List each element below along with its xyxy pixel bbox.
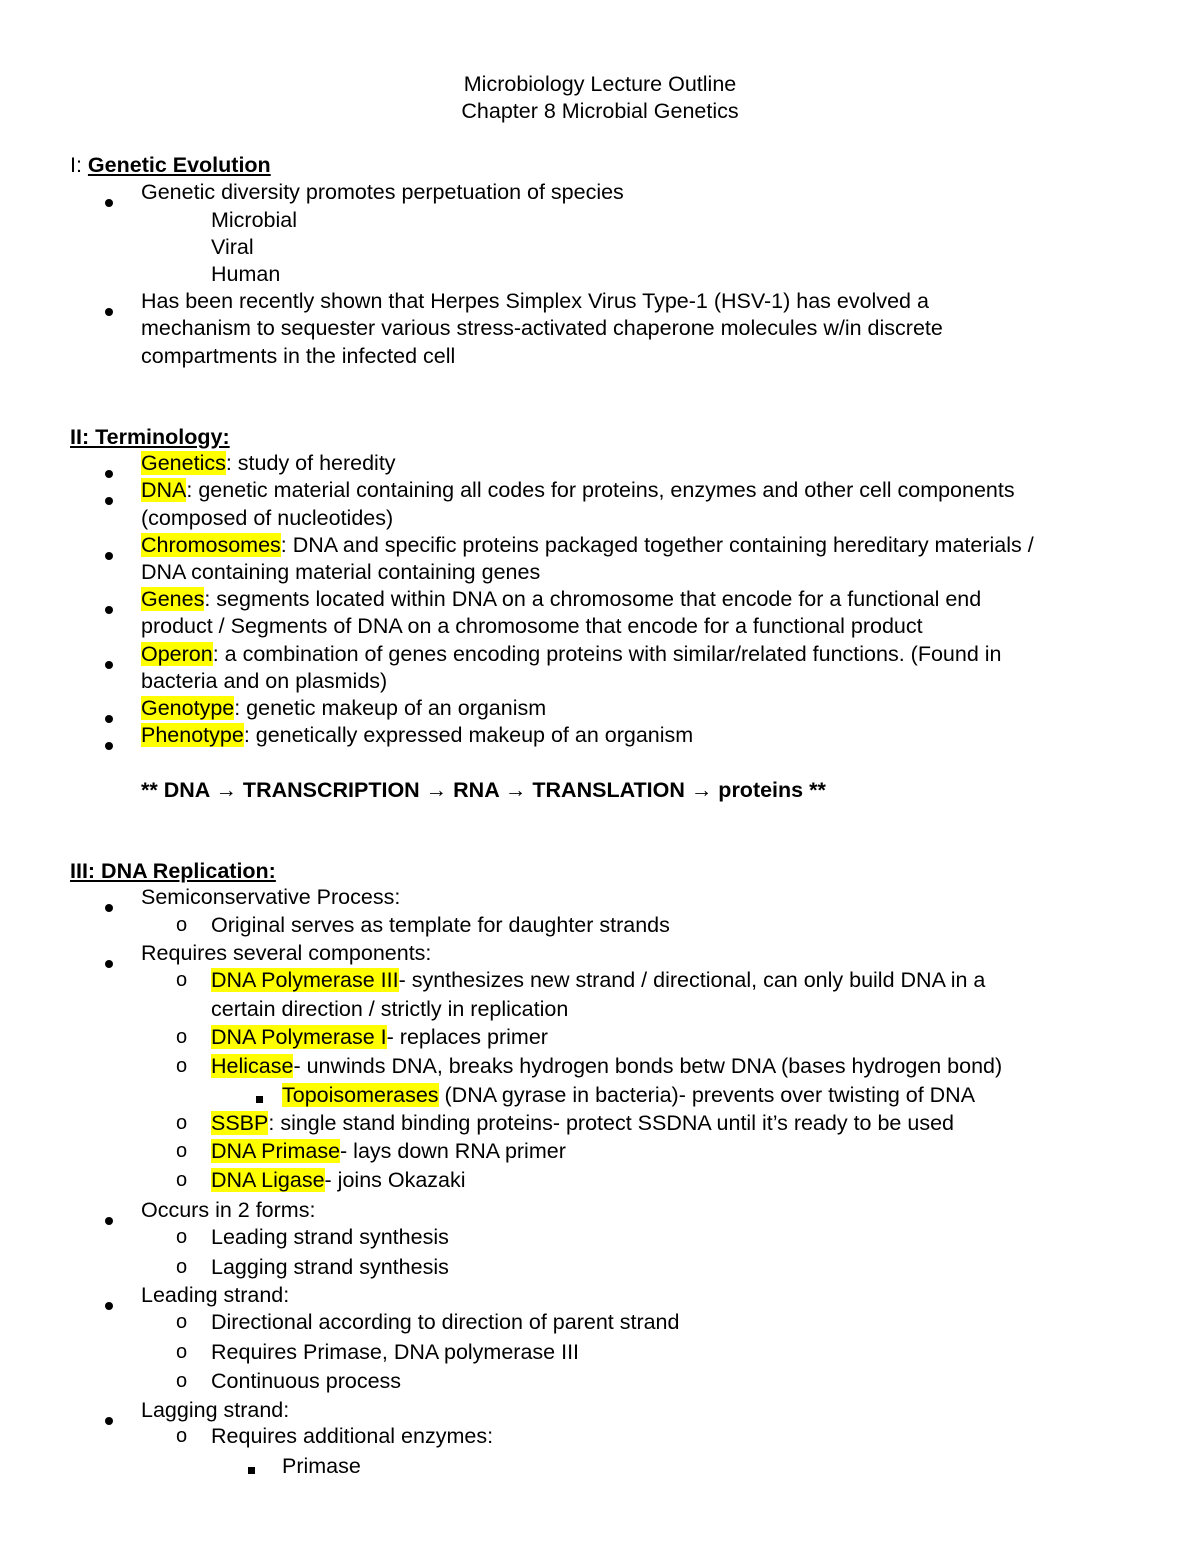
highlighted-term: Genes <box>141 587 205 611</box>
component-ssbp <box>211 1110 954 1137</box>
list-item-continuation: compartments in the infected cell <box>141 344 456 368</box>
bullet-circle: o <box>176 969 188 991</box>
list-item: Primase <box>282 1454 361 1478</box>
bullet-circle: o <box>176 1140 188 1162</box>
bullet-dot <box>105 893 113 918</box>
bullet-circle: o <box>176 1311 188 1333</box>
bullet-dot <box>105 949 113 974</box>
bullet-dot <box>105 1291 113 1316</box>
list-item: Directional according to direction of parent strand <box>211 1310 680 1334</box>
highlighted-term: DNA Polymerase I <box>211 1025 387 1049</box>
term-definition: - unwinds DNA, breaks hydrogen bonds betw DNA (bases hydrogen bond) <box>293 1054 1003 1078</box>
list-item: Requires additional enzymes: <box>211 1424 494 1448</box>
highlighted-term: Topoisomerases <box>282 1083 439 1107</box>
term-definition: : genetic material containing all codes for proteins, enzymes and other cell components <box>186 478 1015 502</box>
list-item-continuation: product / Segments of DNA on a chromosome that encode for a functional product <box>141 614 923 638</box>
bullet-circle: o <box>176 1341 188 1363</box>
list-item: Semiconservative Process: <box>141 885 401 909</box>
term-genes <box>141 586 981 613</box>
bullet-circle: o <box>176 1026 188 1048</box>
list-item: Has been recently shown that Herpes Simplex Virus Type-1 (HSV-1) has evolved a <box>141 289 929 313</box>
bullet-circle: o <box>176 1256 188 1278</box>
list-item-continuation: certain direction / strictly in replication <box>211 997 569 1021</box>
list-item: Microbial <box>211 208 298 232</box>
term-definition: : a combination of genes encoding proteins with similar/related functions. (Found in <box>212 642 1002 666</box>
term-definition: : DNA and specific proteins packaged together containing hereditary materials / <box>280 533 1034 557</box>
term-genotype <box>141 695 546 722</box>
highlighted-term: SSBP <box>211 1111 269 1135</box>
bullet-dot <box>105 486 113 511</box>
term-definition: : segments located within DNA on a chromosome that encode for a functional end <box>204 587 982 611</box>
bullet-dot <box>105 595 113 620</box>
term-definition: - joins Okazaki <box>324 1168 466 1192</box>
highlighted-term: Operon <box>141 642 213 666</box>
bullet-dot <box>105 1406 113 1431</box>
highlighted-term: DNA <box>141 478 187 502</box>
doc-title: Microbiology Lecture Outline <box>463 72 737 96</box>
term-definition: - synthesizes new strand / directional, can only build DNA in a <box>398 968 986 992</box>
section-1-heading <box>70 152 271 179</box>
list-item-continuation: mechanism to sequester various stress-activated chaperone molecules w/in discrete <box>141 316 943 340</box>
bullet-dot <box>105 1206 113 1231</box>
list-item-continuation: (composed of nucleotides) <box>141 506 394 530</box>
bullet-square <box>248 1455 255 1480</box>
bullet-dot <box>105 731 113 756</box>
list-item: Occurs in 2 forms: <box>141 1198 316 1222</box>
component-helicase <box>211 1053 1002 1080</box>
list-item: Leading strand synthesis <box>211 1225 449 1249</box>
highlighted-term: DNA Ligase <box>211 1168 325 1192</box>
list-item: Requires Primase, DNA polymerase III <box>211 1340 580 1364</box>
component-dna-polymerase-i <box>211 1024 548 1051</box>
term-definition: - lays down RNA primer <box>340 1139 566 1163</box>
bullet-circle: o <box>176 1169 188 1191</box>
list-item-continuation: DNA containing material containing genes <box>141 560 541 584</box>
list-item: Viral <box>211 235 254 259</box>
term-definition: - replaces primer <box>386 1025 548 1049</box>
section-3-heading <box>70 858 276 885</box>
bullet-dot <box>105 188 113 213</box>
bullet-circle: o <box>176 1370 188 1392</box>
section-1-title: Genetic Evolution <box>87 153 271 177</box>
highlighted-term: Genotype <box>141 696 235 720</box>
bullet-dot <box>105 297 113 322</box>
list-item: Requires several components: <box>141 941 432 965</box>
bullet-circle: o <box>176 914 188 936</box>
list-item: Genetic diversity promotes perpetuation of species <box>141 180 624 204</box>
section-1-number: I: <box>70 153 88 177</box>
highlighted-term: DNA Primase <box>211 1139 341 1163</box>
list-item: Original serves as template for daughter strands <box>211 913 670 937</box>
term-definition: (DNA gyrase in bacteria)- prevents over twisting of DNA <box>438 1083 976 1107</box>
bullet-circle: o <box>176 1055 188 1077</box>
bullet-square <box>256 1084 263 1109</box>
section-2-heading <box>70 424 230 451</box>
term-definition: : genetically expressed makeup of an organism <box>243 723 694 747</box>
term-operon <box>141 641 1002 668</box>
highlighted-term: Genetics <box>141 451 226 475</box>
term-phenotype <box>141 722 693 749</box>
term-dna <box>141 477 1015 504</box>
list-item: Continuous process <box>211 1369 402 1393</box>
term-genetics <box>141 450 396 477</box>
doc-subtitle: Chapter 8 Microbial Genetics <box>461 99 739 123</box>
highlighted-term: DNA Polymerase III <box>211 968 399 992</box>
highlighted-term: Chromosomes <box>141 533 281 557</box>
bullet-circle: o <box>176 1425 188 1447</box>
bullet-dot <box>105 541 113 566</box>
section-2-title: II: Terminology: <box>70 425 230 449</box>
bullet-circle: o <box>176 1112 188 1134</box>
term-definition: : genetic makeup of an organism <box>234 696 547 720</box>
central-dogma-flow: ** DNA → TRANSCRIPTION → RNA → TRANSLATION → proteins ** <box>141 778 826 802</box>
bullet-dot <box>105 704 113 729</box>
highlighted-term: Helicase <box>211 1054 294 1078</box>
list-item: Lagging strand: <box>141 1398 290 1422</box>
term-chromosomes <box>141 532 1034 559</box>
bullet-dot <box>105 650 113 675</box>
list-item: Human <box>211 262 281 286</box>
section-3-title: III: DNA Replication: <box>70 859 276 883</box>
component-topoisomerases <box>282 1082 975 1109</box>
term-definition: : single stand binding proteins- protect SSDNA until it’s ready to be used <box>268 1111 954 1135</box>
doc-title-block <box>0 71 1200 125</box>
component-dna-polymerase-iii <box>211 967 985 994</box>
list-item: Leading strand: <box>141 1283 290 1307</box>
list-item: Lagging strand synthesis <box>211 1255 449 1279</box>
term-definition: : study of heredity <box>225 451 396 475</box>
highlighted-term: Phenotype <box>141 723 244 747</box>
component-dna-primase <box>211 1138 566 1165</box>
component-dna-ligase <box>211 1167 466 1194</box>
list-item-continuation: bacteria and on plasmids) <box>141 669 388 693</box>
bullet-circle: o <box>176 1226 188 1248</box>
bullet-dot <box>105 459 113 484</box>
